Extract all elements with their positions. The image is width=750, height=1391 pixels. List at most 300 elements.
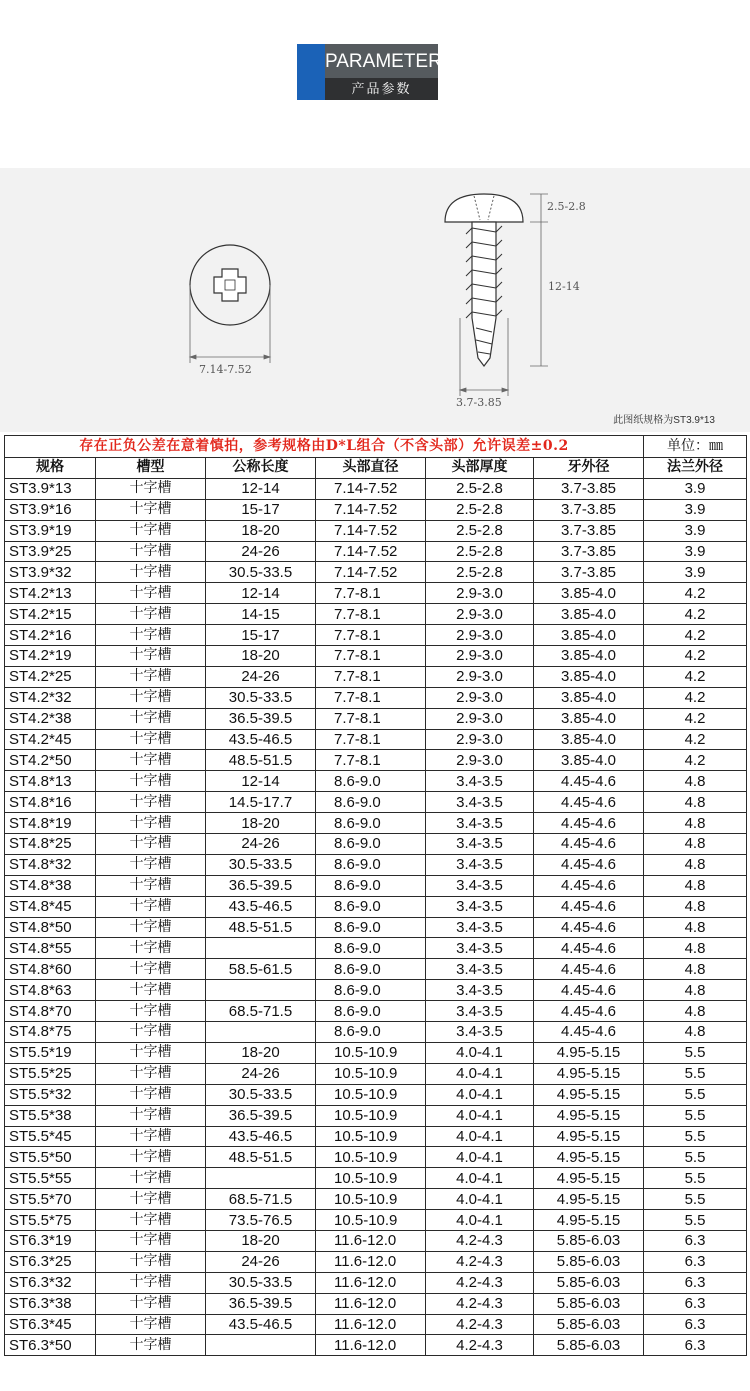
thread-diameter-cell: 4.95-5.15	[534, 1126, 644, 1147]
thread-diameter-cell: 3.7-3.85	[534, 499, 644, 520]
table-row	[5, 604, 747, 625]
slot-type-cell: 十字槽	[96, 980, 206, 1001]
thread-diameter-cell: 3.85-4.0	[534, 750, 644, 771]
nominal-length-cell: 18-20	[206, 1230, 316, 1251]
nominal-length-cell	[206, 938, 316, 959]
unit-label: 单位：㎜	[644, 436, 747, 458]
table-row	[5, 687, 747, 708]
slot-type-cell: 十字槽	[96, 499, 206, 520]
flange-diameter-cell: 4.8	[644, 938, 747, 959]
spec-cell: ST5.5*19	[5, 1042, 96, 1063]
slot-type-cell: 十字槽	[96, 687, 206, 708]
spec-cell: ST5.5*45	[5, 1126, 96, 1147]
thread-diameter-cell: 4.95-5.15	[534, 1168, 644, 1189]
head-thickness-cell: 4.0-4.1	[426, 1126, 534, 1147]
nominal-length-cell: 24-26	[206, 1063, 316, 1084]
head-thickness-cell: 4.0-4.1	[426, 1168, 534, 1189]
head-diameter-cell: 11.6-12.0	[316, 1314, 426, 1335]
table-row	[5, 1147, 747, 1168]
table-row	[5, 1126, 747, 1147]
table-row	[5, 562, 747, 583]
head-thickness-cell: 4.2-4.3	[426, 1314, 534, 1335]
head-thickness-cell: 2.9-3.0	[426, 625, 534, 646]
thread-diameter-cell: 4.45-4.6	[534, 959, 644, 980]
flange-diameter-cell: 5.5	[644, 1210, 747, 1231]
thread-diameter-cell: 4.45-4.6	[534, 896, 644, 917]
slot-type-cell: 十字槽	[96, 896, 206, 917]
nominal-length-cell: 36.5-39.5	[206, 1105, 316, 1126]
slot-type-cell: 十字槽	[96, 1147, 206, 1168]
head-diameter-cell: 8.6-9.0	[316, 875, 426, 896]
head-thickness-cell: 3.4-3.5	[426, 1022, 534, 1043]
parameter-badge	[297, 44, 442, 100]
head-diameter-cell: 11.6-12.0	[316, 1230, 426, 1251]
head-diameter-cell: 7.7-8.1	[316, 750, 426, 771]
flange-diameter-cell: 5.5	[644, 1084, 747, 1105]
flange-diameter-cell: 4.2	[644, 583, 747, 604]
thread-diameter-cell: 4.95-5.15	[534, 1084, 644, 1105]
nominal-length-cell: 14.5-17.7	[206, 792, 316, 813]
slot-type-cell: 十字槽	[96, 854, 206, 875]
table-row	[5, 792, 747, 813]
flange-diameter-cell: 6.3	[644, 1272, 747, 1293]
slot-type-cell: 十字槽	[96, 1251, 206, 1272]
head-thickness-cell: 3.4-3.5	[426, 813, 534, 834]
thread-diameter-cell: 4.45-4.6	[534, 834, 644, 855]
slot-type-cell: 十字槽	[96, 1084, 206, 1105]
flange-diameter-cell: 4.8	[644, 1022, 747, 1043]
nominal-length-cell: 36.5-39.5	[206, 708, 316, 729]
head-diameter-cell: 11.6-12.0	[316, 1272, 426, 1293]
thread-diameter-cell: 4.45-4.6	[534, 938, 644, 959]
slot-type-cell: 十字槽	[96, 708, 206, 729]
table-row	[5, 1293, 747, 1314]
head-diameter-cell: 8.6-9.0	[316, 917, 426, 938]
nominal-length-cell: 36.5-39.5	[206, 875, 316, 896]
nominal-length-cell: 30.5-33.5	[206, 562, 316, 583]
flange-diameter-cell: 4.8	[644, 1001, 747, 1022]
head-diameter-cell: 10.5-10.9	[316, 1168, 426, 1189]
slot-type-cell: 十字槽	[96, 875, 206, 896]
flange-diameter-cell: 4.8	[644, 792, 747, 813]
head-thickness-cell: 2.9-3.0	[426, 646, 534, 667]
slot-type-cell: 十字槽	[96, 938, 206, 959]
head-thickness-cell: 2.5-2.8	[426, 541, 534, 562]
thread-diameter-cell: 4.45-4.6	[534, 771, 644, 792]
flange-diameter-cell: 4.8	[644, 875, 747, 896]
table-row	[5, 1042, 747, 1063]
thread-diameter-cell: 5.85-6.03	[534, 1230, 644, 1251]
flange-diameter-cell: 4.2	[644, 750, 747, 771]
head-thickness-cell: 2.9-3.0	[426, 729, 534, 750]
thread-diameter-cell: 5.85-6.03	[534, 1335, 644, 1356]
head-thickness-cell: 4.0-4.1	[426, 1189, 534, 1210]
head-thickness-dimension	[530, 194, 548, 222]
table-row	[5, 1063, 747, 1084]
flange-diameter-cell: 6.3	[644, 1230, 747, 1251]
spec-cell: ST4.2*16	[5, 625, 96, 646]
slot-type-cell: 十字槽	[96, 1335, 206, 1356]
spec-cell: ST5.5*32	[5, 1084, 96, 1105]
spec-table-wrapper	[0, 435, 750, 1356]
screw-drawing-panel	[0, 168, 750, 432]
spec-table	[4, 435, 747, 1356]
drawing-spec-note: 此图纸规格为ST3.9*13	[613, 415, 715, 426]
table-row	[5, 1084, 747, 1105]
nominal-length-cell: 48.5-51.5	[206, 917, 316, 938]
head-thickness-cell: 4.0-4.1	[426, 1042, 534, 1063]
nominal-length-cell: 43.5-46.5	[206, 1126, 316, 1147]
head-thickness-cell: 2.9-3.0	[426, 687, 534, 708]
screw-side-view	[445, 194, 523, 366]
head-diameter-label: 7.14-7.52	[199, 363, 252, 376]
table-row	[5, 834, 747, 855]
head-diameter-cell: 8.6-9.0	[316, 834, 426, 855]
nominal-length-cell: 18-20	[206, 813, 316, 834]
slot-type-cell: 十字槽	[96, 666, 206, 687]
head-thickness-cell: 4.2-4.3	[426, 1335, 534, 1356]
table-row	[5, 875, 747, 896]
table-row	[5, 750, 747, 771]
slot-type-cell: 十字槽	[96, 792, 206, 813]
slot-type-cell: 十字槽	[96, 625, 206, 646]
header-slot-type: 槽型	[96, 458, 206, 479]
table-row	[5, 1335, 747, 1356]
slot-type-cell: 十字槽	[96, 520, 206, 541]
nominal-length-cell: 18-20	[206, 1042, 316, 1063]
spec-cell: ST4.8*75	[5, 1022, 96, 1043]
thread-diameter-cell: 3.85-4.0	[534, 625, 644, 646]
slot-type-cell: 十字槽	[96, 1230, 206, 1251]
flange-diameter-cell: 6.3	[644, 1293, 747, 1314]
thread-diameter-cell: 5.85-6.03	[534, 1314, 644, 1335]
thread-diameter-cell: 4.95-5.15	[534, 1147, 644, 1168]
badge-title-cn: 产品参数	[325, 78, 438, 100]
table-row	[5, 813, 747, 834]
table-row	[5, 1210, 747, 1231]
nominal-length-cell: 15-17	[206, 625, 316, 646]
thread-diameter-cell: 3.85-4.0	[534, 708, 644, 729]
flange-diameter-cell: 6.3	[644, 1314, 747, 1335]
badge-title-en: PARAMETER	[325, 44, 438, 78]
head-thickness-cell: 2.5-2.8	[426, 478, 534, 499]
flange-diameter-cell: 6.3	[644, 1335, 747, 1356]
screw-drawing	[0, 168, 750, 432]
spec-cell: ST4.2*45	[5, 729, 96, 750]
flange-diameter-cell: 5.5	[644, 1042, 747, 1063]
header-thread-diameter: 牙外径	[534, 458, 644, 479]
spec-cell: ST3.9*13	[5, 478, 96, 499]
spec-cell: ST4.8*60	[5, 959, 96, 980]
tolerance-note-row	[5, 436, 747, 458]
slot-type-cell: 十字槽	[96, 917, 206, 938]
nominal-length-cell: 30.5-33.5	[206, 1272, 316, 1293]
slot-type-cell: 十字槽	[96, 1001, 206, 1022]
thread-diameter-cell: 4.45-4.6	[534, 1001, 644, 1022]
head-diameter-cell: 7.7-8.1	[316, 646, 426, 667]
nominal-length-cell: 18-20	[206, 520, 316, 541]
flange-diameter-cell: 5.5	[644, 1189, 747, 1210]
table-row	[5, 1314, 747, 1335]
table-row	[5, 1105, 747, 1126]
spec-cell: ST4.8*70	[5, 1001, 96, 1022]
spec-cell: ST4.2*13	[5, 583, 96, 604]
head-diameter-cell: 10.5-10.9	[316, 1126, 426, 1147]
table-row	[5, 729, 747, 750]
flange-diameter-cell: 5.5	[644, 1147, 747, 1168]
head-thickness-cell: 3.4-3.5	[426, 959, 534, 980]
slot-type-cell: 十字槽	[96, 1293, 206, 1314]
length-dimension	[530, 222, 548, 366]
header-head-diameter: 头部直径	[316, 458, 426, 479]
head-thickness-cell: 3.4-3.5	[426, 938, 534, 959]
spec-cell: ST3.9*25	[5, 541, 96, 562]
thread-diameter-cell: 3.7-3.85	[534, 562, 644, 583]
head-diameter-cell: 7.7-8.1	[316, 625, 426, 646]
slot-type-cell: 十字槽	[96, 1314, 206, 1335]
head-diameter-cell: 10.5-10.9	[316, 1042, 426, 1063]
head-thickness-cell: 3.4-3.5	[426, 1001, 534, 1022]
thread-diameter-cell: 4.95-5.15	[534, 1210, 644, 1231]
slot-type-cell: 十字槽	[96, 750, 206, 771]
spec-cell: ST6.3*25	[5, 1251, 96, 1272]
head-thickness-cell: 4.0-4.1	[426, 1147, 534, 1168]
nominal-length-cell	[206, 1335, 316, 1356]
head-diameter-cell: 11.6-12.0	[316, 1335, 426, 1356]
table-row	[5, 666, 747, 687]
spec-cell: ST4.2*38	[5, 708, 96, 729]
flange-diameter-cell: 3.9	[644, 499, 747, 520]
spec-cell: ST4.8*55	[5, 938, 96, 959]
table-row	[5, 917, 747, 938]
nominal-length-cell: 36.5-39.5	[206, 1293, 316, 1314]
thread-diameter-cell: 3.85-4.0	[534, 666, 644, 687]
nominal-length-cell: 68.5-71.5	[206, 1001, 316, 1022]
head-diameter-cell: 8.6-9.0	[316, 813, 426, 834]
spec-cell: ST4.8*38	[5, 875, 96, 896]
table-row	[5, 980, 747, 1001]
tolerance-note: 存在正负公差在意着慎拍，参考规格由D*L组合（不含头部）允许误差±0.2	[5, 436, 644, 458]
slot-type-cell: 十字槽	[96, 541, 206, 562]
slot-type-cell: 十字槽	[96, 1022, 206, 1043]
head-diameter-cell: 8.6-9.0	[316, 896, 426, 917]
thread-diameter-cell: 3.85-4.0	[534, 687, 644, 708]
head-thickness-cell: 2.9-3.0	[426, 708, 534, 729]
flange-diameter-cell: 4.8	[644, 834, 747, 855]
table-row	[5, 708, 747, 729]
spec-cell: ST4.2*25	[5, 666, 96, 687]
head-diameter-cell: 7.7-8.1	[316, 666, 426, 687]
spec-cell: ST4.8*45	[5, 896, 96, 917]
nominal-length-cell: 43.5-46.5	[206, 1314, 316, 1335]
spec-cell: ST6.3*45	[5, 1314, 96, 1335]
spec-cell: ST4.2*50	[5, 750, 96, 771]
header-flange-diameter: 法兰外径	[644, 458, 747, 479]
header-head-thickness: 头部厚度	[426, 458, 534, 479]
nominal-length-cell: 12-14	[206, 771, 316, 792]
thread-diameter-cell: 4.45-4.6	[534, 813, 644, 834]
head-thickness-cell: 4.0-4.1	[426, 1084, 534, 1105]
table-row	[5, 646, 747, 667]
nominal-length-cell	[206, 1022, 316, 1043]
nominal-length-cell: 30.5-33.5	[206, 854, 316, 875]
thread-diameter-cell: 5.85-6.03	[534, 1293, 644, 1314]
head-diameter-cell: 10.5-10.9	[316, 1063, 426, 1084]
slot-type-cell: 十字槽	[96, 1210, 206, 1231]
head-thickness-cell: 2.5-2.8	[426, 562, 534, 583]
spec-cell: ST4.2*15	[5, 604, 96, 625]
spec-cell: ST5.5*38	[5, 1105, 96, 1126]
head-thickness-cell: 4.2-4.3	[426, 1251, 534, 1272]
flange-diameter-cell: 4.8	[644, 980, 747, 1001]
slot-type-cell: 十字槽	[96, 813, 206, 834]
table-row	[5, 1001, 747, 1022]
head-thickness-cell: 3.4-3.5	[426, 896, 534, 917]
thread-diameter-cell: 4.45-4.6	[534, 1022, 644, 1043]
flange-diameter-cell: 3.9	[644, 562, 747, 583]
header-nominal-length: 公称长度	[206, 458, 316, 479]
slot-type-cell: 十字槽	[96, 1126, 206, 1147]
thread-diameter-cell: 3.7-3.85	[534, 478, 644, 499]
nominal-length-cell: 12-14	[206, 583, 316, 604]
slot-type-cell: 十字槽	[96, 1105, 206, 1126]
spec-cell: ST5.5*50	[5, 1147, 96, 1168]
flange-diameter-cell: 4.8	[644, 813, 747, 834]
nominal-length-cell: 24-26	[206, 834, 316, 855]
thread-diameter-cell: 4.95-5.15	[534, 1063, 644, 1084]
head-diameter-cell: 10.5-10.9	[316, 1189, 426, 1210]
spec-cell: ST5.5*55	[5, 1168, 96, 1189]
nominal-length-cell: 68.5-71.5	[206, 1189, 316, 1210]
spec-cell: ST4.8*63	[5, 980, 96, 1001]
head-thickness-cell: 2.9-3.0	[426, 604, 534, 625]
nominal-length-cell: 24-26	[206, 541, 316, 562]
head-diameter-cell: 7.7-8.1	[316, 687, 426, 708]
nominal-length-cell	[206, 980, 316, 1001]
thread-diameter-cell: 3.7-3.85	[534, 541, 644, 562]
spec-cell: ST6.3*32	[5, 1272, 96, 1293]
flange-diameter-cell: 4.8	[644, 959, 747, 980]
flange-diameter-cell: 3.9	[644, 478, 747, 499]
length-label: 12-14	[548, 280, 580, 293]
thread-diameter-cell: 4.95-5.15	[534, 1042, 644, 1063]
head-diameter-cell: 7.7-8.1	[316, 604, 426, 625]
nominal-length-cell: 24-26	[206, 666, 316, 687]
flange-diameter-cell: 4.2	[644, 687, 747, 708]
head-thickness-cell: 3.4-3.5	[426, 854, 534, 875]
slot-type-cell: 十字槽	[96, 1168, 206, 1189]
spec-cell: ST3.9*19	[5, 520, 96, 541]
slot-type-cell: 十字槽	[96, 1189, 206, 1210]
thread-diameter-cell: 4.45-4.6	[534, 854, 644, 875]
nominal-length-cell: 48.5-51.5	[206, 750, 316, 771]
spec-cell: ST4.8*50	[5, 917, 96, 938]
flange-diameter-cell: 4.2	[644, 604, 747, 625]
flange-diameter-cell: 6.3	[644, 1251, 747, 1272]
table-row	[5, 520, 747, 541]
head-diameter-cell: 10.5-10.9	[316, 1210, 426, 1231]
flange-diameter-cell: 4.8	[644, 854, 747, 875]
head-thickness-cell: 2.9-3.0	[426, 583, 534, 604]
flange-diameter-cell: 3.9	[644, 541, 747, 562]
head-diameter-cell: 8.6-9.0	[316, 1001, 426, 1022]
slot-type-cell: 十字槽	[96, 478, 206, 499]
head-thickness-cell: 3.4-3.5	[426, 834, 534, 855]
flange-diameter-cell: 5.5	[644, 1105, 747, 1126]
head-diameter-cell: 11.6-12.0	[316, 1293, 426, 1314]
slot-type-cell: 十字槽	[96, 1272, 206, 1293]
screw-head-top-view	[190, 245, 270, 325]
thread-diameter-cell: 4.95-5.15	[534, 1105, 644, 1126]
head-diameter-cell: 8.6-9.0	[316, 959, 426, 980]
head-thickness-cell: 2.5-2.8	[426, 520, 534, 541]
head-diameter-cell: 7.7-8.1	[316, 708, 426, 729]
spec-cell: ST6.3*19	[5, 1230, 96, 1251]
spec-cell: ST4.8*25	[5, 834, 96, 855]
table-row	[5, 771, 747, 792]
nominal-length-cell: 14-15	[206, 604, 316, 625]
head-diameter-cell: 7.7-8.1	[316, 729, 426, 750]
flange-diameter-cell: 4.8	[644, 771, 747, 792]
thread-diameter-cell: 5.85-6.03	[534, 1272, 644, 1293]
head-diameter-cell: 7.14-7.52	[316, 478, 426, 499]
head-thickness-cell: 4.2-4.3	[426, 1272, 534, 1293]
thread-diameter-cell: 3.85-4.0	[534, 583, 644, 604]
table-body	[5, 478, 747, 1355]
nominal-length-cell: 12-14	[206, 478, 316, 499]
head-thickness-cell: 2.9-3.0	[426, 666, 534, 687]
head-diameter-cell: 8.6-9.0	[316, 771, 426, 792]
head-diameter-cell: 10.5-10.9	[316, 1105, 426, 1126]
head-diameter-cell: 10.5-10.9	[316, 1147, 426, 1168]
thread-diameter-cell: 5.85-6.03	[534, 1251, 644, 1272]
spec-cell: ST5.5*25	[5, 1063, 96, 1084]
thread-diameter-cell: 4.45-4.6	[534, 980, 644, 1001]
head-thickness-cell: 3.4-3.5	[426, 917, 534, 938]
head-diameter-cell: 8.6-9.0	[316, 1022, 426, 1043]
head-diameter-cell: 7.7-8.1	[316, 583, 426, 604]
head-diameter-cell: 8.6-9.0	[316, 792, 426, 813]
badge-accent-bar	[297, 44, 325, 100]
head-thickness-cell: 4.0-4.1	[426, 1063, 534, 1084]
table-row	[5, 583, 747, 604]
table-row	[5, 1230, 747, 1251]
table-row	[5, 1189, 747, 1210]
nominal-length-cell: 58.5-61.5	[206, 959, 316, 980]
head-diameter-cell: 7.14-7.52	[316, 499, 426, 520]
spec-cell: ST5.5*75	[5, 1210, 96, 1231]
slot-type-cell: 十字槽	[96, 562, 206, 583]
thread-diameter-cell: 3.85-4.0	[534, 646, 644, 667]
nominal-length-cell: 24-26	[206, 1251, 316, 1272]
flange-diameter-cell: 4.2	[644, 708, 747, 729]
head-thickness-cell: 3.4-3.5	[426, 980, 534, 1001]
head-diameter-cell: 8.6-9.0	[316, 980, 426, 1001]
spec-cell: ST3.9*16	[5, 499, 96, 520]
head-thickness-cell: 2.5-2.8	[426, 499, 534, 520]
slot-type-cell: 十字槽	[96, 771, 206, 792]
head-diameter-cell: 7.14-7.52	[316, 520, 426, 541]
head-thickness-cell: 4.0-4.1	[426, 1105, 534, 1126]
flange-diameter-cell: 5.5	[644, 1126, 747, 1147]
head-thickness-cell: 4.2-4.3	[426, 1293, 534, 1314]
table-row	[5, 1272, 747, 1293]
spec-cell: ST5.5*70	[5, 1189, 96, 1210]
table-row	[5, 1022, 747, 1043]
flange-diameter-cell: 4.8	[644, 896, 747, 917]
thread-diameter-cell: 4.95-5.15	[534, 1189, 644, 1210]
nominal-length-cell: 15-17	[206, 499, 316, 520]
